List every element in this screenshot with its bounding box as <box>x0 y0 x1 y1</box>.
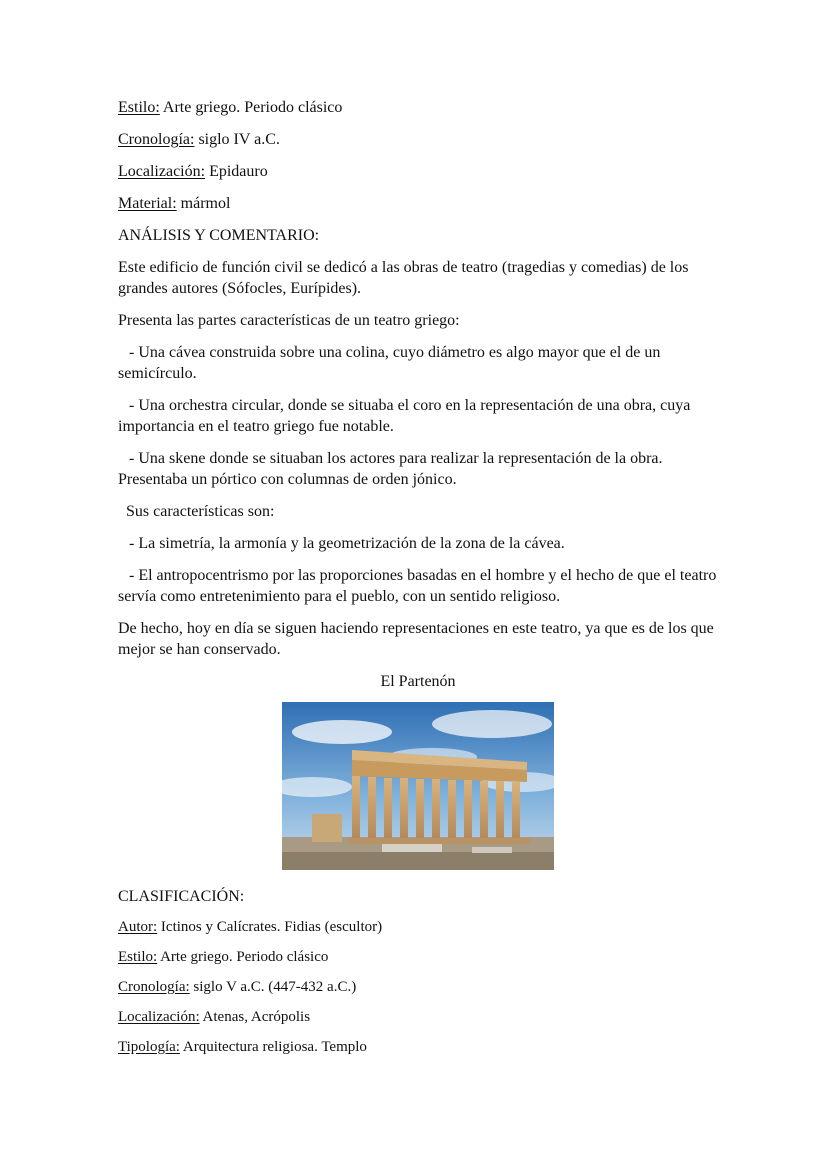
parthenon-photo <box>282 702 554 870</box>
localizacion-label: Localización: <box>118 163 206 180</box>
localizacion2-value: Atenas, Acrópolis <box>199 1009 311 1025</box>
paragraph-parts-intro: Presenta las partes características de un teatro griego: <box>118 312 460 329</box>
cronologia-row <box>118 129 718 150</box>
parthenon-title: El Partenón <box>380 673 456 690</box>
estilo-value: Arte griego. Periodo clásico <box>159 99 343 116</box>
estilo2-value: Arte griego. Periodo clásico <box>157 949 329 965</box>
clasificacion-heading: CLASIFICACIÓN: <box>118 888 245 905</box>
cronologia-label: Cronología: <box>118 131 195 148</box>
cronologia2-value: siglo V a.C. (447-432 a.C.) <box>189 979 357 995</box>
estilo-row <box>118 97 718 118</box>
tipologia-value: Arquitectura religiosa. Templo <box>179 1039 367 1055</box>
localizacion2-row <box>118 1007 718 1027</box>
localizacion2-label: Localización: <box>118 1009 200 1025</box>
paragraph-characteristics-intro: Sus características son: <box>126 503 275 520</box>
analisis-heading: ANÁLISIS Y COMENTARIO: <box>118 227 320 244</box>
list-item-symmetry: - La simetría, la armonía y la geometrización de la zona de la cávea. <box>129 535 565 552</box>
list-item-skene: - Una skene donde se situaban los actores para realizar la representación de la obra. Presentaba un pórtico con columnas de orden jónico. <box>118 450 663 488</box>
cronologia2-label: Cronología: <box>118 979 190 995</box>
estilo-label: Estilo: <box>118 99 160 116</box>
material-value: mármol <box>176 195 231 212</box>
cronologia-value: siglo IV a.C. <box>194 131 280 148</box>
estilo2-label: Estilo: <box>118 949 158 965</box>
material-label: Material: <box>118 195 177 212</box>
localizacion-row <box>118 161 718 182</box>
tipologia-row <box>118 1037 718 1057</box>
cronologia2-row <box>118 977 718 997</box>
tipologia-label: Tipología: <box>118 1039 180 1055</box>
autor-value: Ictinos y Calícrates. Fidias (escultor) <box>157 919 383 935</box>
paragraph-conclusion: De hecho, hoy en día se siguen haciendo representaciones en este teatro, ya que es de los que mejor se han conservado. <box>118 620 714 658</box>
list-item-anthropocentrism: - El antropocentrismo por las proporciones basadas en el hombre y el hecho de que el teatro servía como entretenimiento para el pueblo, con un sentido religioso. <box>118 567 717 605</box>
autor-label: Autor: <box>118 919 158 935</box>
document-page <box>118 97 718 1067</box>
list-item-cavea: - Una cávea construida sobre una colina, cuyo diámetro es algo mayor que el de un semicírculo. <box>118 344 661 382</box>
localizacion-value: Epidauro <box>205 163 268 180</box>
list-item-orchestra: - Una orchestra circular, donde se situaba el coro en la representación de una obra, cuya importancia en el teatro griego fue notable. <box>118 397 691 435</box>
paragraph-function: Este edificio de función civil se dedicó a las obras de teatro (tragedias y comedias) de los grandes autores (Sófocles, Eurípides). <box>118 259 689 297</box>
autor-row <box>118 917 718 937</box>
material-row <box>118 193 718 214</box>
estilo2-row <box>118 947 718 967</box>
